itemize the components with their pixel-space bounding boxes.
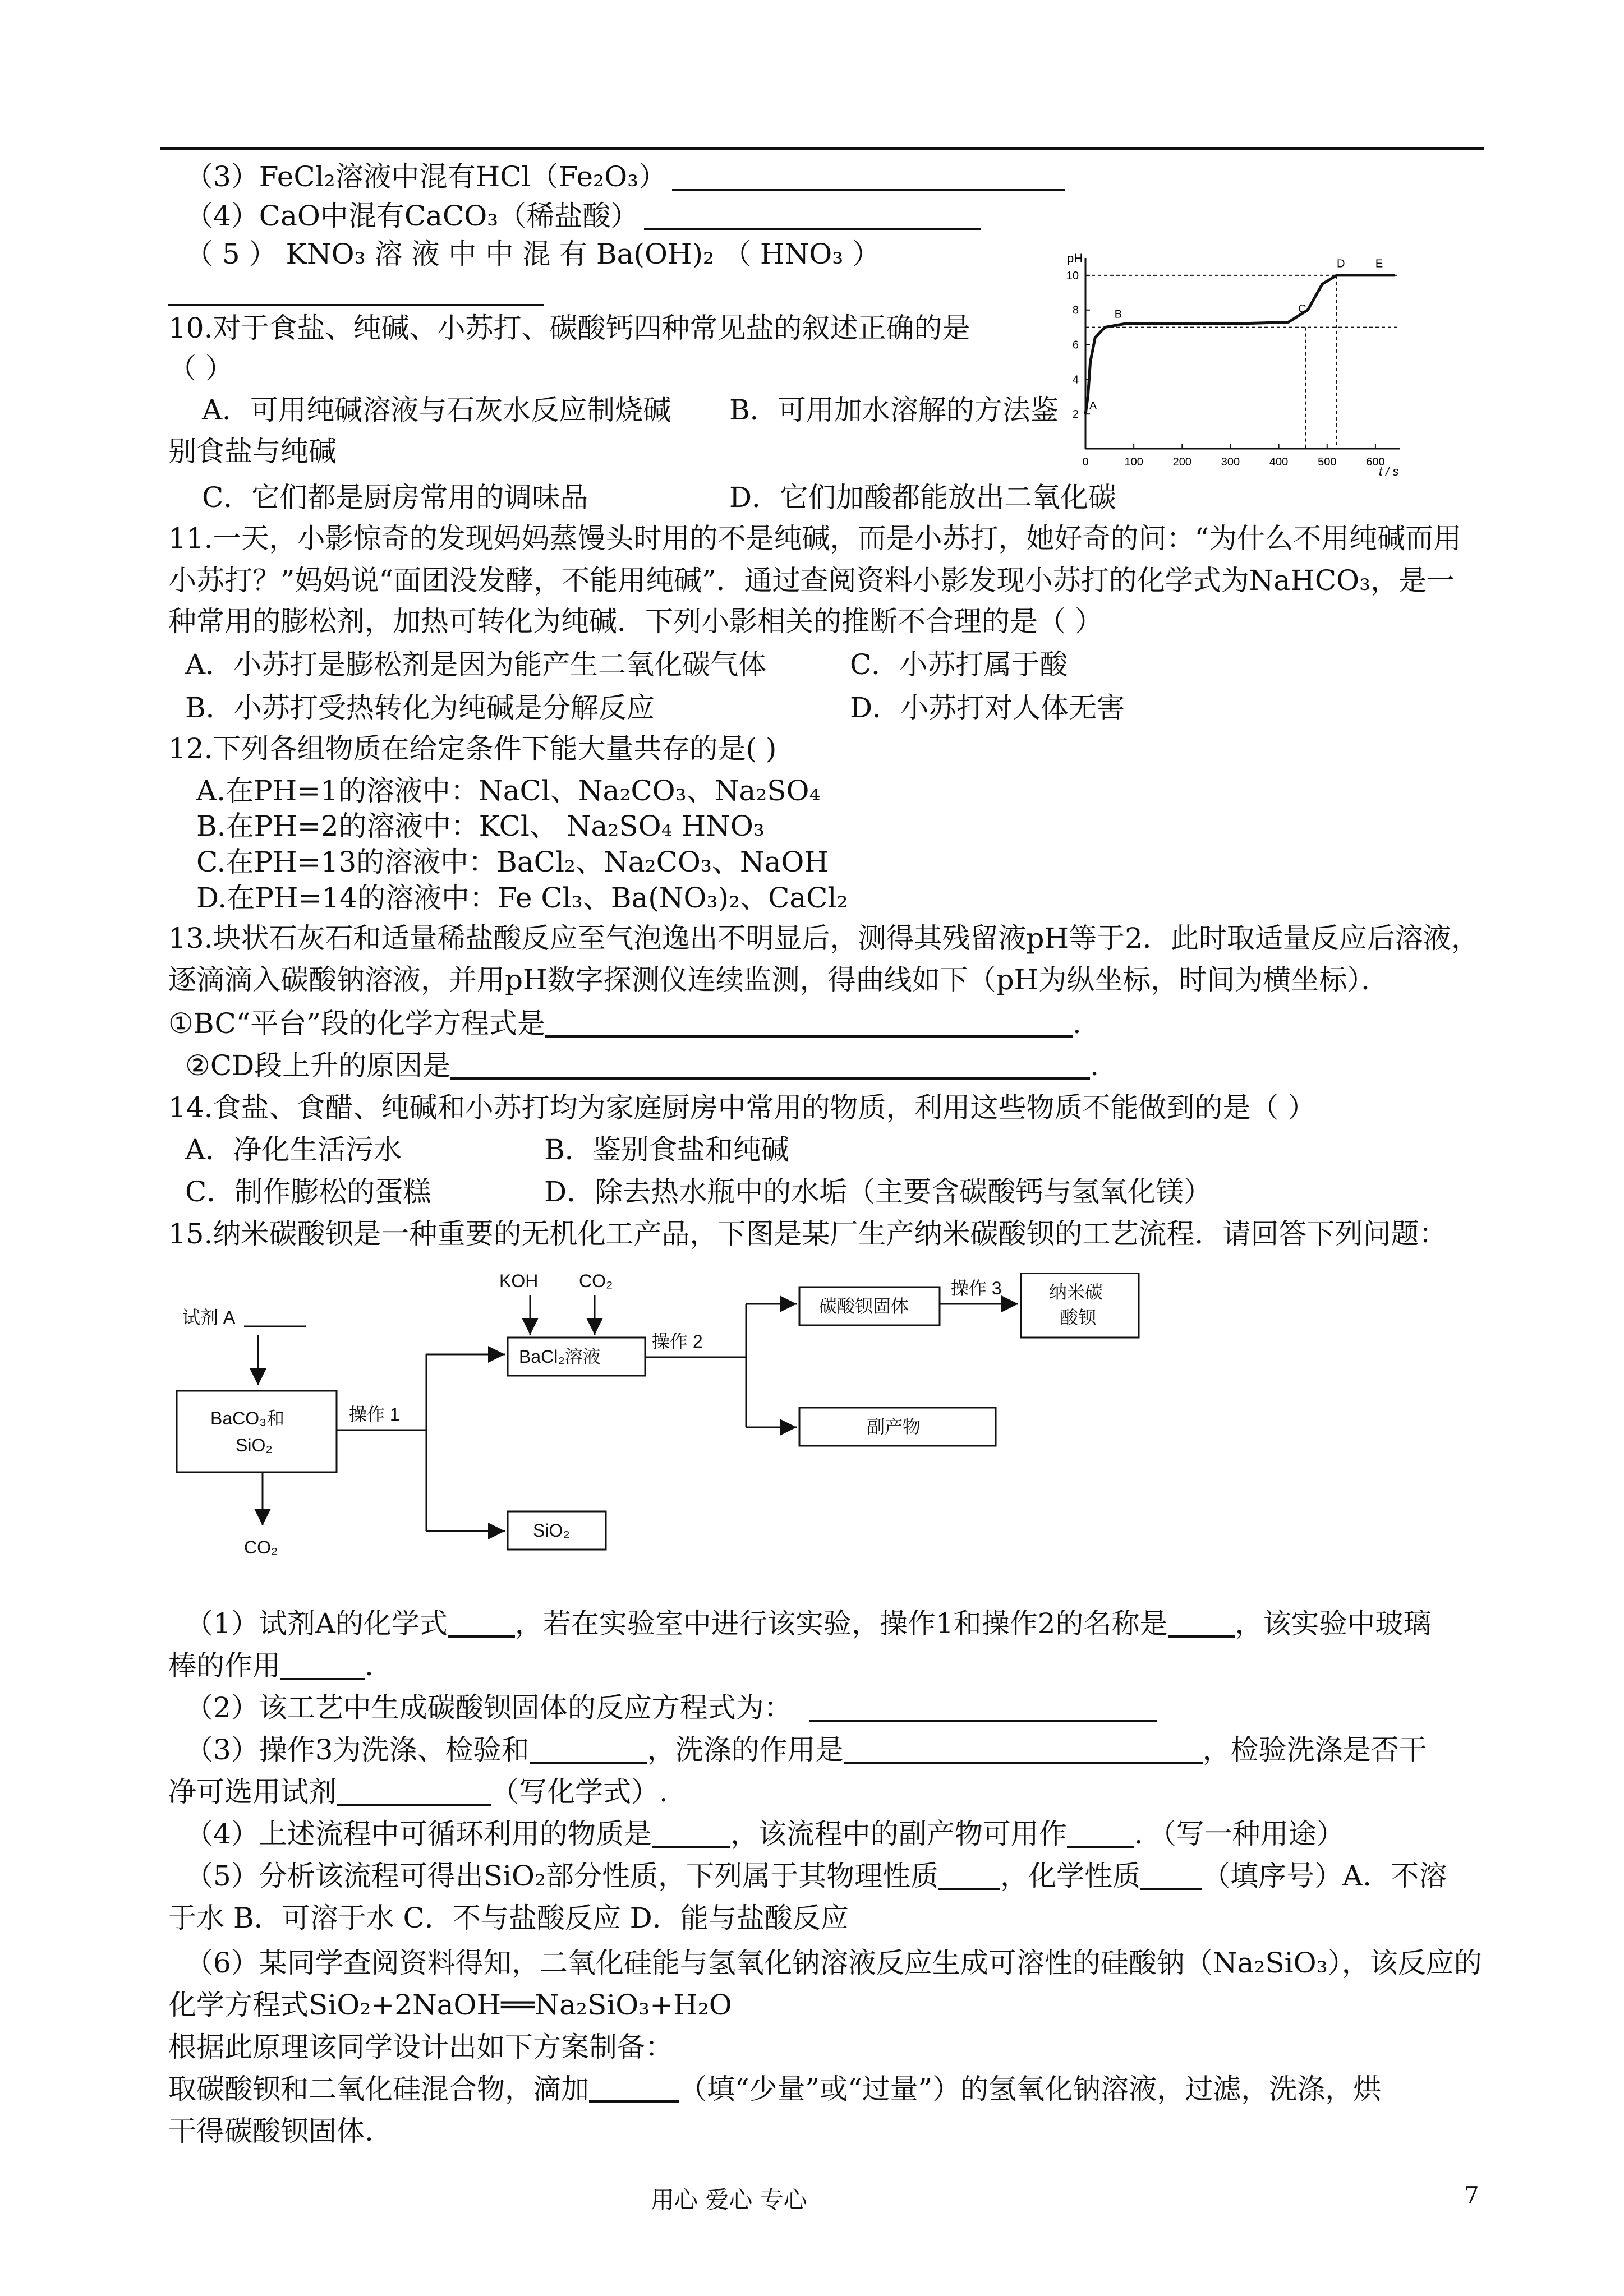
q9-part4: （4）CaO中混有CaCO₃（稀盐酸） xyxy=(185,202,981,230)
q14-option-a: A．净化生活污水 xyxy=(185,1133,402,1166)
q12-stem: 12.下列各组物质在给定条件下能大量共存的是( ) xyxy=(168,732,777,765)
header-rule xyxy=(160,147,1484,150)
y-tick-label: 8 xyxy=(1072,304,1079,317)
q15-part6-step-cont: 干得碳酸钡固体. xyxy=(168,2115,374,2147)
q13-line2: 逐滴滴入碳酸钠溶液，并用pH数字探测仪连续监测，得曲线如下（pH为纵坐标，时间为横坐标）． xyxy=(168,963,1390,996)
q15-part6-equation: 化学方程式SiO₂+2NaOH══Na₂SiO₃+H₂O xyxy=(168,1989,732,2021)
co2-out-label: CO₂ xyxy=(244,1537,278,1557)
q15-part2: （2）该工艺中生成碳酸钡固体的反应方程式为： xyxy=(185,1694,1157,1722)
page-number: 7 xyxy=(1464,2182,1479,2209)
x-tick-label: 600 xyxy=(1366,456,1385,468)
q10-option-a: A．可用纯碱溶液与石灰水反应制烧碱 xyxy=(202,394,671,426)
q15-stem: 15.纳米碳酸钡是一种重要的无机化工产品，下图是某厂生产纳米碳酸钡的工艺流程．请回答下列问题： xyxy=(168,1218,1447,1250)
q14-stem: 14.食盐、食醋、纯碱和小苏打均为家庭厨房中常用的物质，利用这些物质不能做到的是（ ） xyxy=(168,1091,1316,1124)
x-axis-label: t / s xyxy=(1379,464,1399,478)
y-tick-label: 10 xyxy=(1066,269,1079,282)
footer-motto: 用心 爱心 专心 xyxy=(651,2186,807,2214)
q11-line1: 11.一天，小影惊奇的发现妈妈蒸馒头时用的不是纯碱，而是小苏打，她好奇的问：“为什么不用纯碱而用 xyxy=(168,522,1462,555)
point-label-c: C xyxy=(1298,303,1306,316)
q12-option-b: B.在PH=2的溶液中：KCl、 Na₂SO₄ HNO₃ xyxy=(196,810,765,842)
q11-option-d: D．小苏打对人体无害 xyxy=(850,691,1125,724)
point-label-a: A xyxy=(1089,400,1097,413)
q15-part4: （4）上述流程中可循环利用的物质是 ，该流程中的副产物可用作 ．（写一种用途） xyxy=(185,1818,1345,1850)
q15-part6: （6）某同学查阅资料得知，二氧化硅能与氢氧化钠溶液反应生成可溶性的硅酸钠（Na₂SiO₃），该反应的 xyxy=(185,1947,1482,1979)
byproduct-label: 副产物 xyxy=(867,1417,921,1437)
nano-label: 纳米碳 xyxy=(1049,1282,1103,1302)
q12-option-a: A.在PH=1的溶液中：NaCl、Na₂CO₃、Na₂SO₄ xyxy=(196,774,821,807)
q13-part2: ②CD段上升的原因是 . xyxy=(185,1049,1099,1082)
ph-series-line xyxy=(1085,275,1395,414)
baco3-solid-label: 碳酸钡固体 xyxy=(819,1296,909,1316)
x-tick-label: 0 xyxy=(1082,456,1089,468)
q9-answer-line xyxy=(168,278,544,306)
q12-option-c: C.在PH=13的溶液中：BaCl₂、Na₂CO₃、NaOH xyxy=(196,846,829,878)
q11-line3: 种常用的膨松剂，加热可转化为纯碱．下列小影相关的推断不合理的是（ ） xyxy=(168,605,1103,638)
q11-option-b: B．小苏打受热转化为纯碱是分解反应 xyxy=(185,691,655,724)
op3-label: 操作 3 xyxy=(951,1278,1002,1298)
q10-option-c: C．它们都是厨房常用的调味品 xyxy=(202,481,588,514)
q15-part5-cont: 于水 B．可溶于水 C．不与盐酸反应 D．能与盐酸反应 xyxy=(168,1902,849,1934)
q15-part6-plan: 根据此原理该同学设计出如下方案制备： xyxy=(168,2031,673,2063)
q11-line2: 小苏打？”妈妈说“面团没发酵，不能用纯碱”．通过查阅资料小影发现小苏打的化学式为NaHCO₃，是一 xyxy=(168,564,1455,597)
q10-paren: （ ） xyxy=(168,352,233,385)
point-label-e: E xyxy=(1375,257,1383,270)
q14-option-b: B．鉴别食盐和纯碱 xyxy=(544,1133,789,1166)
q15-part3: （3）操作3为洗涤、检验和 ，洗涤的作用是 ，检验洗涤是否干 xyxy=(185,1733,1427,1766)
q10-option-b: B．可用加水溶解的方法鉴 xyxy=(729,394,1059,426)
q9-part3: （3）FeCl₂溶液中混有HCl（Fe₂O₃） xyxy=(185,163,1065,191)
q13-part1: ①BC“平台”段的化学方程式是 . xyxy=(168,1007,1082,1040)
x-tick-label: 500 xyxy=(1318,456,1337,468)
point-label-b: B xyxy=(1114,308,1122,321)
y-tick-label: 6 xyxy=(1072,339,1079,352)
q11-option-a: A．小苏打是膨松剂是因为能产生二氧化碳气体 xyxy=(185,648,767,681)
q13-line1: 13.块状石灰石和适量稀盐酸反应至气泡逸出不明显后，测得其残留液pH等于2．此时取适量反应后溶液， xyxy=(168,922,1479,955)
box-mixture xyxy=(177,1391,337,1472)
q11-option-c: C．小苏打属于酸 xyxy=(850,648,1068,681)
x-tick-label: 200 xyxy=(1172,456,1191,468)
reagent-a-label: 试剂 A xyxy=(182,1307,236,1327)
mixture-label-2: SiO₂ xyxy=(236,1435,273,1455)
q14-option-c: C．制作膨松的蛋糕 xyxy=(185,1175,431,1208)
q10-stem: 10.对于食盐、纯碱、小苏打、碳酸钙四种常见盐的叙述正确的是 xyxy=(168,312,970,344)
mixture-label: BaCO₃和 xyxy=(210,1408,285,1428)
op1-label: 操作 1 xyxy=(349,1404,400,1424)
q10-option-b-cont: 别食盐与纯碱 xyxy=(168,435,337,468)
q15-part5: （5）分析该流程可得出SiO₂部分性质，下列属于其物理性质 ，化学性质 （填序号）A．不溶 xyxy=(185,1860,1447,1892)
point-label-d: D xyxy=(1337,257,1345,270)
q10-option-d: D．它们加酸都能放出二氧化碳 xyxy=(729,481,1117,514)
co2-in-label: CO₂ xyxy=(579,1273,613,1291)
y-tick-label: 4 xyxy=(1072,374,1079,386)
x-tick-label: 300 xyxy=(1221,456,1240,468)
process-flow-diagram xyxy=(168,1273,1178,1587)
q15-part6-step: 取碳酸钡和二氧化硅混合物，滴加 （填“少量”或“过量”）的氢氧化钠溶液，过滤，洗涤，烘 xyxy=(168,2073,1382,2105)
nano-label-2: 酸钡 xyxy=(1060,1307,1097,1327)
ph-curve-chart xyxy=(1055,247,1414,488)
bacl2-label: BaCl₂溶液 xyxy=(519,1347,601,1367)
chart-guides xyxy=(1085,275,1400,449)
q14-option-d: D．除去热水瓶中的水垢（主要含碳酸钙与氢氧化镁） xyxy=(544,1175,1212,1208)
y-axis-label: pH xyxy=(1067,251,1083,265)
q15-part3-cont: 净可选用试剂 （写化学式）. xyxy=(168,1776,668,1808)
y-tick-label: 2 xyxy=(1072,408,1079,421)
q15-part1-cont: 棒的作用 . xyxy=(168,1649,374,1682)
koh-label: KOH xyxy=(499,1273,539,1291)
sio2-label: SiO₂ xyxy=(533,1520,570,1541)
op2-label: 操作 2 xyxy=(652,1331,703,1352)
x-tick-label: 100 xyxy=(1124,456,1143,468)
q9-part5: （ 5 ） KNO₃ 溶 液 中 中 混 有 Ba(OH)₂ （ HNO₃ ） xyxy=(185,238,881,270)
x-tick-label: 400 xyxy=(1269,456,1289,468)
q15-part1: （1）试剂A的化学式 ，若在实验室中进行该实验，操作1和操作2的名称是 ，该实验中玻璃 xyxy=(185,1607,1432,1640)
q12-option-d: D.在PH=14的溶液中：Fe Cl₃、Ba(NO₃)₂、CaCl₂ xyxy=(196,882,848,914)
